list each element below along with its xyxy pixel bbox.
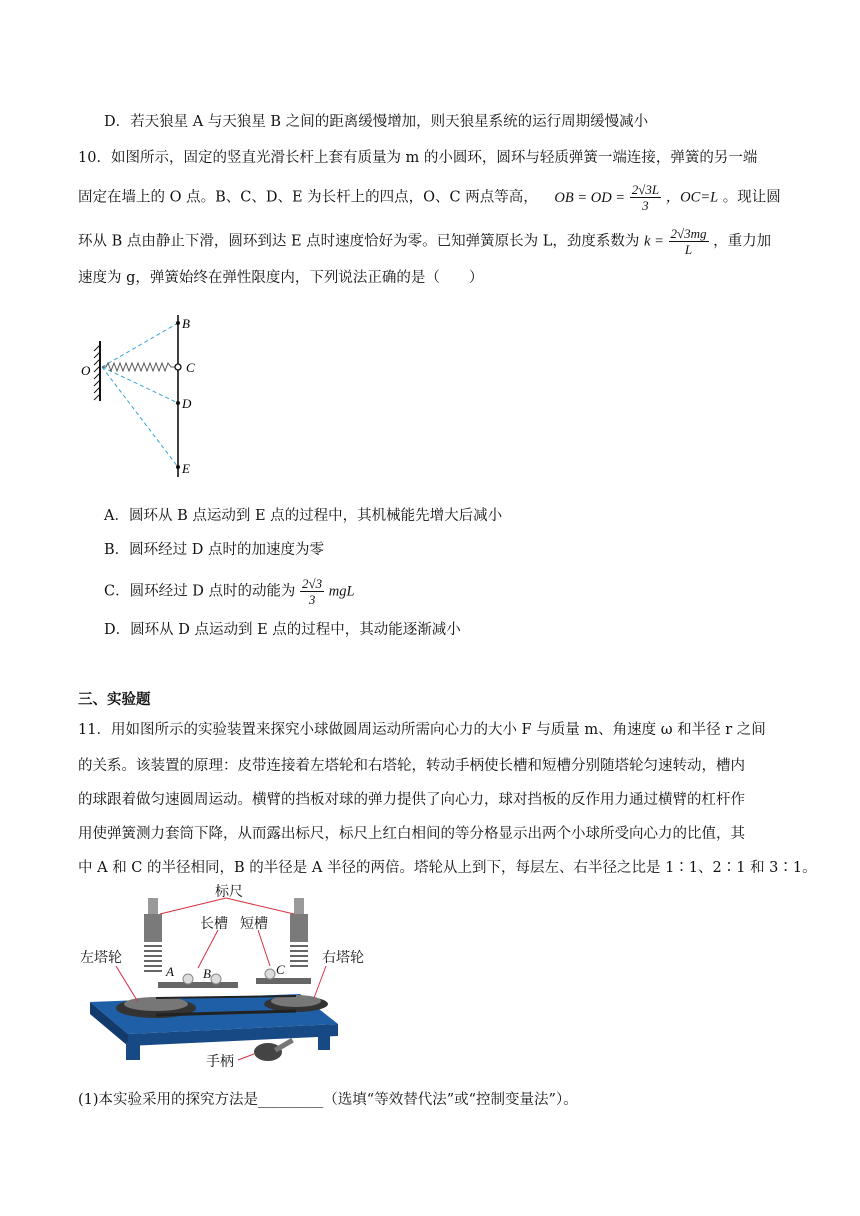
label-short-slot: 短槽 bbox=[240, 917, 268, 932]
label-e: E bbox=[182, 461, 190, 476]
label-left-wheel: 左塔轮 bbox=[80, 951, 122, 966]
point-b bbox=[176, 321, 180, 325]
long-slot bbox=[158, 982, 238, 988]
fraction-2root3L-over-3: $\frac{2√3L}{3}$ bbox=[631, 182, 660, 213]
label-b: B bbox=[182, 316, 190, 331]
eq-oc: ，OC=L bbox=[665, 189, 719, 206]
table-leg bbox=[126, 1042, 140, 1060]
label-ruler: 标尺 bbox=[215, 885, 243, 900]
ball-b bbox=[211, 974, 221, 984]
q10-stem-line3 bbox=[78, 226, 771, 257]
right-ruler bbox=[294, 898, 304, 914]
q11-sub1: (1)本实验采用的探究方法是_________（选填“等效替代法”或“控制变量法”）。 bbox=[78, 1092, 578, 1108]
short-slot bbox=[256, 978, 311, 984]
right-spring bbox=[290, 946, 308, 966]
dashed-lines bbox=[102, 323, 178, 467]
q11-stem-line5: 中 A 和 C 的半径相同，B 的半径是 A 半径的两倍。塔轮从上到下，每层左、右半径之比是 1∶1、2∶1 和 3∶1。 bbox=[78, 860, 817, 876]
q10-stem-line2 bbox=[78, 182, 781, 213]
point-d bbox=[176, 401, 180, 405]
label-right-wheel: 右塔轮 bbox=[322, 951, 364, 966]
q10-spring-figure bbox=[78, 305, 208, 480]
table-leg bbox=[318, 1032, 330, 1050]
ball-a bbox=[183, 974, 193, 984]
label-c: C bbox=[186, 360, 195, 375]
q11-stem-line2: 的关系。该装置的原理：皮带连接着左塔轮和右塔轮，转动手柄使长槽和短槽分别随塔轮匀速转动，槽内 bbox=[78, 758, 745, 774]
q10-text: 固定在墙上的 O 点。B、C、D、E 为长杆上的四点，O、C 两点等高， bbox=[78, 189, 538, 206]
q10-option-b: B．圆环经过 D 点时的加速度为零 bbox=[104, 542, 324, 558]
fraction-2root3-over-3: $\frac{2√3}{3}$ bbox=[302, 576, 323, 607]
label-c: C bbox=[276, 962, 285, 977]
fraction-2root3mg-over-L: $\frac{2√3mg}{L}$ bbox=[670, 226, 707, 257]
right-sleeve bbox=[290, 914, 308, 942]
section-title: 三、实验题 bbox=[78, 691, 151, 708]
eq-ob-od: OB = OD = bbox=[554, 189, 626, 206]
left-ruler bbox=[148, 898, 158, 914]
q11-stem-line3: 的球跟着做匀速圆周运动。横臂的挡板对球的弹力提供了向心力，球对挡板的反作用力通过横臂的杠杆作 bbox=[78, 792, 745, 808]
q11-stem-line1: 11．用如图所示的实验装置来探究小球做圆周运动所需向心力的大小 F 与质量 m、角速度 ω 和半径 r 之间 bbox=[78, 722, 766, 738]
option-c-text: C．圆环经过 D 点时的动能为 bbox=[104, 583, 296, 600]
q10-text: ，重力加 bbox=[713, 233, 772, 250]
label-long-slot: 长槽 bbox=[200, 917, 228, 932]
left-spring bbox=[144, 946, 162, 971]
q10-option-a: A．圆环从 B 点运动到 E 点的过程中，其机械能先增大后减小 bbox=[104, 508, 503, 524]
q10-text: 环从 B 点由静止下滑，圆环到达 E 点时速度恰好为零。已知弹簧原长为 L，劲度系数为 bbox=[78, 233, 640, 250]
q10-option-d: D．圆环从 D 点运动到 E 点的过程中，其动能逐渐减小 bbox=[104, 622, 461, 638]
label-o: O bbox=[81, 363, 91, 378]
option-c-mgl: mgL bbox=[328, 583, 355, 600]
q10-stem-line1: 10．如图所示，固定的竖直光滑长杆上套有质量为 m 的小圆环，圆环与轻质弹簧一端连接，弹簧的另一端 bbox=[78, 150, 758, 166]
q10-text: 。现让圆 bbox=[722, 189, 781, 206]
ball-c bbox=[265, 969, 275, 979]
label-handle: 手柄 bbox=[206, 1055, 234, 1070]
q11-stem-line4: 用使弹簧测力套筒下降，从而露出标尺，标尺上红白相间的等分格显示出两个小球所受向心力的比值，其 bbox=[78, 826, 745, 842]
handle-crank bbox=[254, 1043, 282, 1061]
left-sleeve bbox=[144, 914, 162, 942]
spring bbox=[102, 363, 175, 371]
ring-c bbox=[175, 364, 181, 370]
q10-option-c bbox=[104, 576, 355, 607]
label-b: B bbox=[203, 966, 211, 981]
left-tower-wheel-top bbox=[124, 997, 188, 1011]
eq-k: k = bbox=[644, 233, 664, 250]
point-e bbox=[176, 465, 180, 469]
centripetal-force-apparatus bbox=[78, 884, 378, 1074]
label-d: D bbox=[182, 396, 192, 411]
q10-stem-line4: 速度为 g，弹簧始终在弹性限度内，下列说法正确的是（ ） bbox=[78, 270, 484, 286]
q9-option-d: D．若天狼星 A 与天狼星 B 之间的距离缓慢增加，则天狼星系统的运行周期缓慢减小 bbox=[104, 114, 649, 130]
label-a: A bbox=[166, 964, 174, 979]
